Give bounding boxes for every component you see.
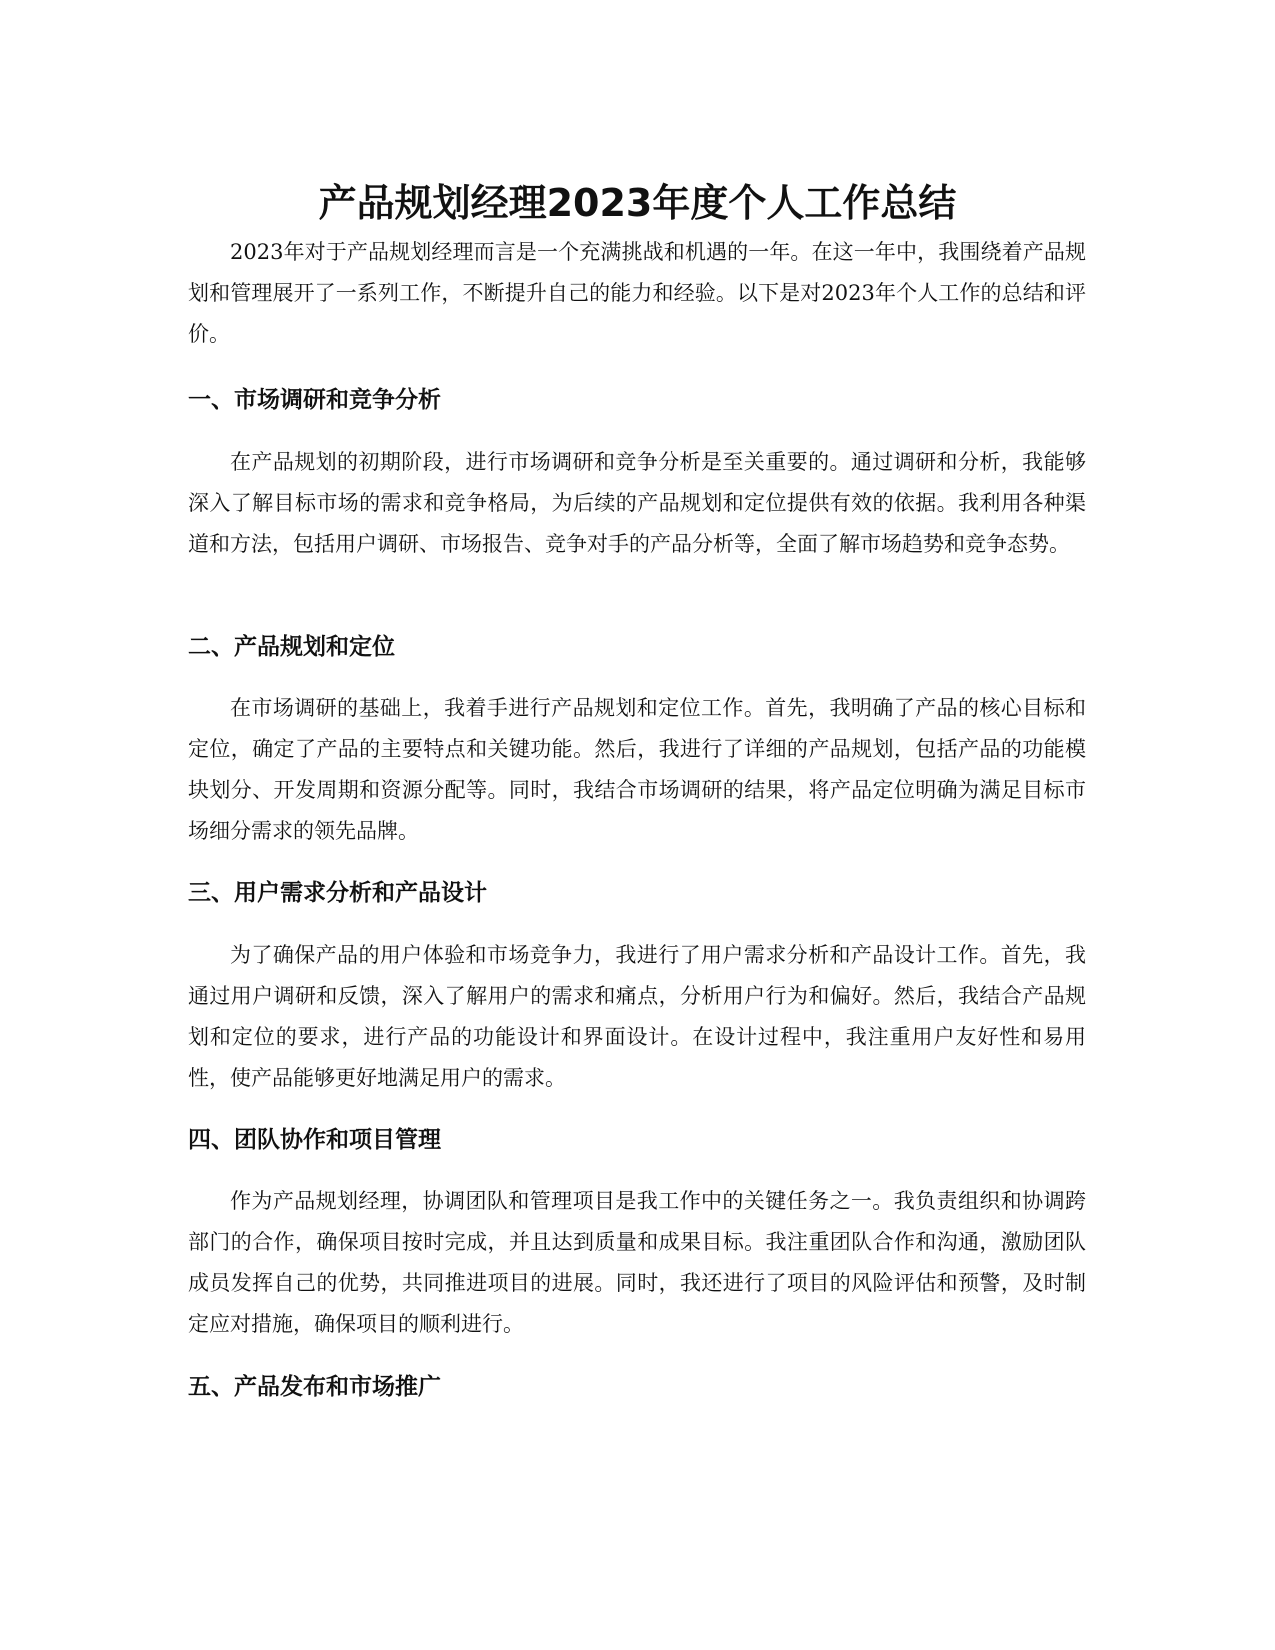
section-paragraph-market-research: 在产品规划的初期阶段，进行市场调研和竞争分析是至关重要的。通过调研和分析，我能够深入了解目标市场的需求和竞争格局，为后续的产品规划和定位提供有效的依据。我利用各种渠道和方法，包括用户调研、市场报告、竞争对手的产品分析等，全面了解市场趋势和竞争态势。 [188,450,1086,556]
section-heading-market-research: 一、市场调研和竞争分析 [188,387,441,413]
section-heading-team-collaboration: 四、团队协作和项目管理 [188,1127,441,1153]
section-heading-launch-promotion: 五、产品发布和市场推广 [188,1374,441,1400]
intro-paragraph: 2023年对于产品规划经理而言是一个充满挑战和机遇的一年。在这一年中，我围绕着产品规划和管理展开了一系列工作，不断提升自己的能力和经验。以下是对2023年个人工作的总结和评价。 [188,240,1086,346]
document-title: 产品规划经理2023年度个人工作总结 [318,181,957,226]
section-paragraph-team-collaboration: 作为产品规划经理，协调团队和管理项目是我工作中的关键任务之一。我负责组织和协调跨部门的合作，确保项目按时完成，并且达到质量和成果目标。我注重团队合作和沟通，激励团队成员发挥自己的优势，共同推进项目的进展。同时，我还进行了项目的风险评估和预警，及时制定应对措施，确保项目的顺利进行。 [188,1189,1086,1336]
section-heading-user-needs: 三、用户需求分析和产品设计 [188,880,487,906]
section-paragraph-user-needs: 为了确保产品的用户体验和市场竞争力，我进行了用户需求分析和产品设计工作。首先，我通过用户调研和反馈，深入了解用户的需求和痛点，分析用户行为和偏好。然后，我结合产品规划和定位的要求，进行产品的功能设计和界面设计。在设计过程中，我注重用户友好性和易用性，使产品能够更好地满足用户的需求。 [188,943,1086,1090]
section-paragraph-product-planning: 在市场调研的基础上，我着手进行产品规划和定位工作。首先，我明确了产品的核心目标和定位，确定了产品的主要特点和关键功能。然后，我进行了详细的产品规划，包括产品的功能模块划分、开发周期和资源分配等。同时，我结合市场调研的结果，将产品定位明确为满足目标市场细分需求的领先品牌。 [188,696,1086,843]
section-heading-product-planning: 二、产品规划和定位 [188,634,395,660]
